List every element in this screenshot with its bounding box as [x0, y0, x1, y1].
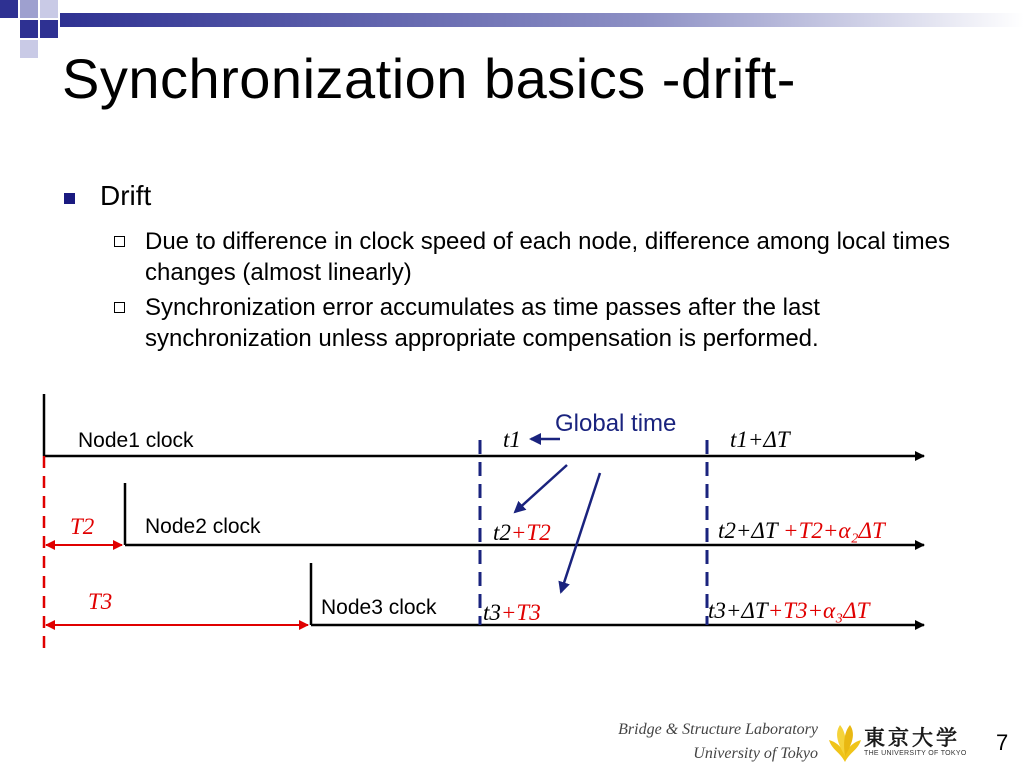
node2-left-offset: +T2	[510, 520, 551, 545]
node3-right-drift: +T3+α₃ΔT	[767, 598, 870, 623]
t2-offset-label: T2	[70, 514, 95, 539]
page-number: 7	[996, 730, 1009, 755]
node2-left-expression	[493, 520, 551, 546]
node3-left-expression	[483, 600, 541, 626]
t3-offset-label: T3	[88, 589, 113, 614]
global-time-label: Global time	[555, 410, 677, 437]
node1-clock-label: Node1 clock	[78, 429, 194, 452]
university-english: THE UNIVERSITY OF TOKYO	[864, 750, 967, 757]
node3-left-offset: +T3	[500, 600, 541, 625]
lab-credit	[618, 718, 818, 766]
global-time-arrow-to-t2	[515, 465, 567, 512]
university-logo-icon	[826, 722, 864, 764]
node2-right-drift: +T2+α₂ΔT	[783, 518, 885, 543]
node3-clock-label: Node3 clock	[321, 596, 437, 619]
node2-right-base: t2+ΔT	[718, 518, 778, 543]
global-time-arrow-to-t3	[561, 473, 600, 592]
bullet-text: Drift	[100, 180, 152, 211]
university-wordmark	[864, 726, 967, 757]
node3-left-base: t3	[483, 600, 501, 625]
node1-t1-label: t1	[503, 427, 521, 452]
university-kanji: 東京大学	[864, 726, 960, 750]
node3-right-base: t3+ΔT	[708, 598, 768, 623]
lab-name: Bridge & Structure Laboratory	[618, 721, 818, 738]
slide-title: Synchronization basics -drift-	[62, 47, 796, 110]
sub-bullet-text: Due to difference in clock speed of each node, difference among local times changes (almost linearly)	[145, 228, 950, 286]
node2-right-expression	[718, 518, 885, 544]
node2-left-base: t2	[493, 520, 511, 545]
node1-t1-plus-dt-label: t1+ΔT	[730, 427, 790, 452]
node2-clock-label: Node2 clock	[145, 515, 261, 538]
sub-bullet-text: Synchronization error accumulates as time passes after the last synchronization unless appropriate compensation is performed.	[145, 294, 820, 352]
node3-right-expression	[708, 598, 869, 624]
university-name: University of Tokyo	[693, 745, 818, 762]
